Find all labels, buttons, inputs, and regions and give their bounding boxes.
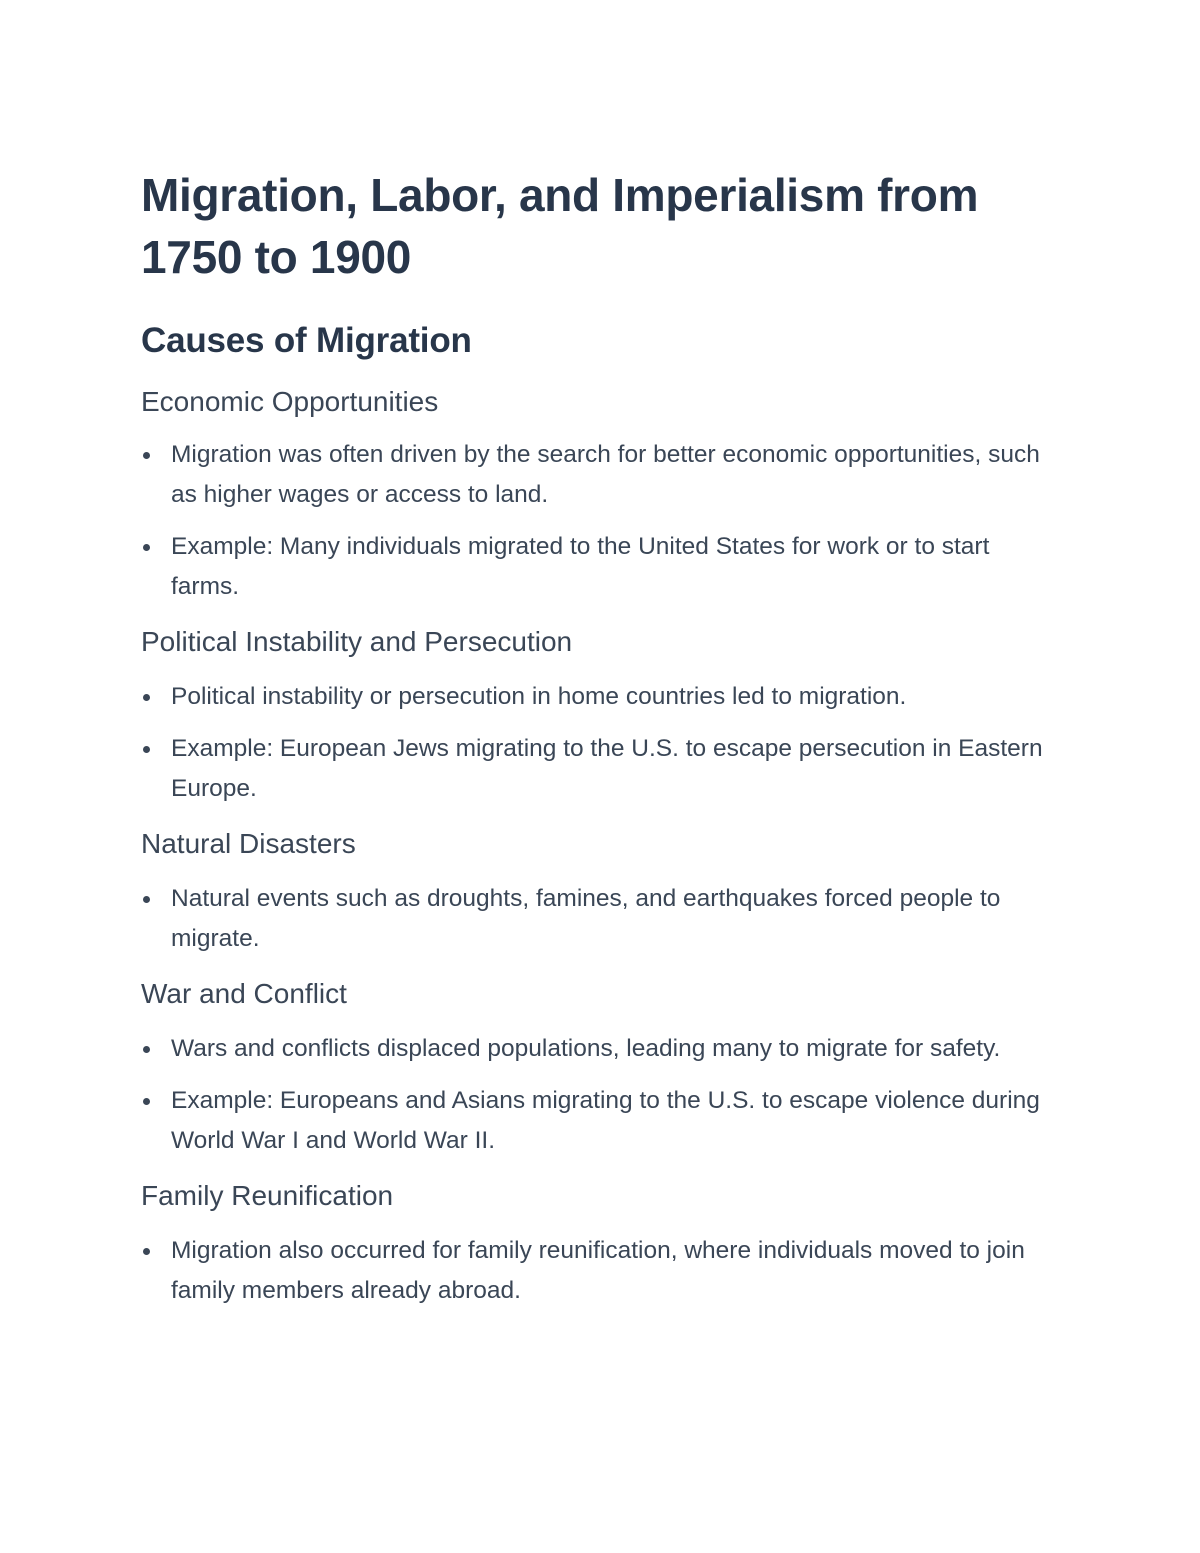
subsection-family-reunification [141,1178,1061,1311]
bullet-icon [143,1248,150,1255]
list-item [141,677,1061,717]
bullet-icon [143,746,150,753]
list-item [141,435,1061,515]
list-item-text: Wars and conflicts displaced populations, leading many to migrate for safety. [171,1035,1001,1062]
list-item-text: Example: European Jews migrating to the U.S. to escape persecution in Eastern Europe. [171,735,1043,802]
bullet-list [141,1029,1061,1161]
subsection-war-and-conflict [141,976,1061,1161]
subsection-political-instability [141,624,1061,809]
list-item [141,1231,1061,1311]
subsection-heading: Economic Opportunities [141,386,439,417]
page-title: Migration, Labor, and Imperialism from 1750 to 1900 [141,169,979,283]
list-item [141,527,1061,607]
bullet-icon [143,1098,150,1105]
bullet-list [141,1231,1061,1311]
list-item [141,729,1061,809]
bullet-list [141,677,1061,809]
list-item [141,1029,1061,1069]
list-item [141,879,1061,959]
list-item-text: Migration also occurred for family reunification, where individuals moved to join family members already abroad. [171,1237,1025,1304]
subsection-heading: War and Conflict [141,978,347,1009]
list-item [141,1081,1061,1161]
subsection-natural-disasters [141,826,1061,959]
list-item-text: Example: Many individuals migrated to the United States for work or to start farms. [171,533,990,600]
bullet-icon [143,452,150,459]
document-page [141,164,1061,1311]
list-item-text: Example: Europeans and Asians migrating to the U.S. to escape violence during World War I and World War II. [171,1087,1040,1154]
bullet-list [141,879,1061,959]
list-item-text: Political instability or persecution in home countries led to migration. [171,683,907,710]
subsection-economic-opportunities [141,384,1061,607]
bullet-icon [143,1046,150,1053]
list-item-text: Natural events such as droughts, famines, and earthquakes forced people to migrate. [171,885,1001,952]
subsection-heading: Family Reunification [141,1180,394,1211]
bullet-list [141,435,1061,607]
subsection-heading: Natural Disasters [141,828,356,859]
subsection-heading: Political Instability and Persecution [141,626,573,657]
bullet-icon [143,544,150,551]
bullet-icon [143,896,150,903]
bullet-icon [143,694,150,701]
list-item-text: Migration was often driven by the search for better economic opportunities, such as higher wages or access to land. [171,441,1040,508]
section-heading: Causes of Migration [141,321,472,360]
